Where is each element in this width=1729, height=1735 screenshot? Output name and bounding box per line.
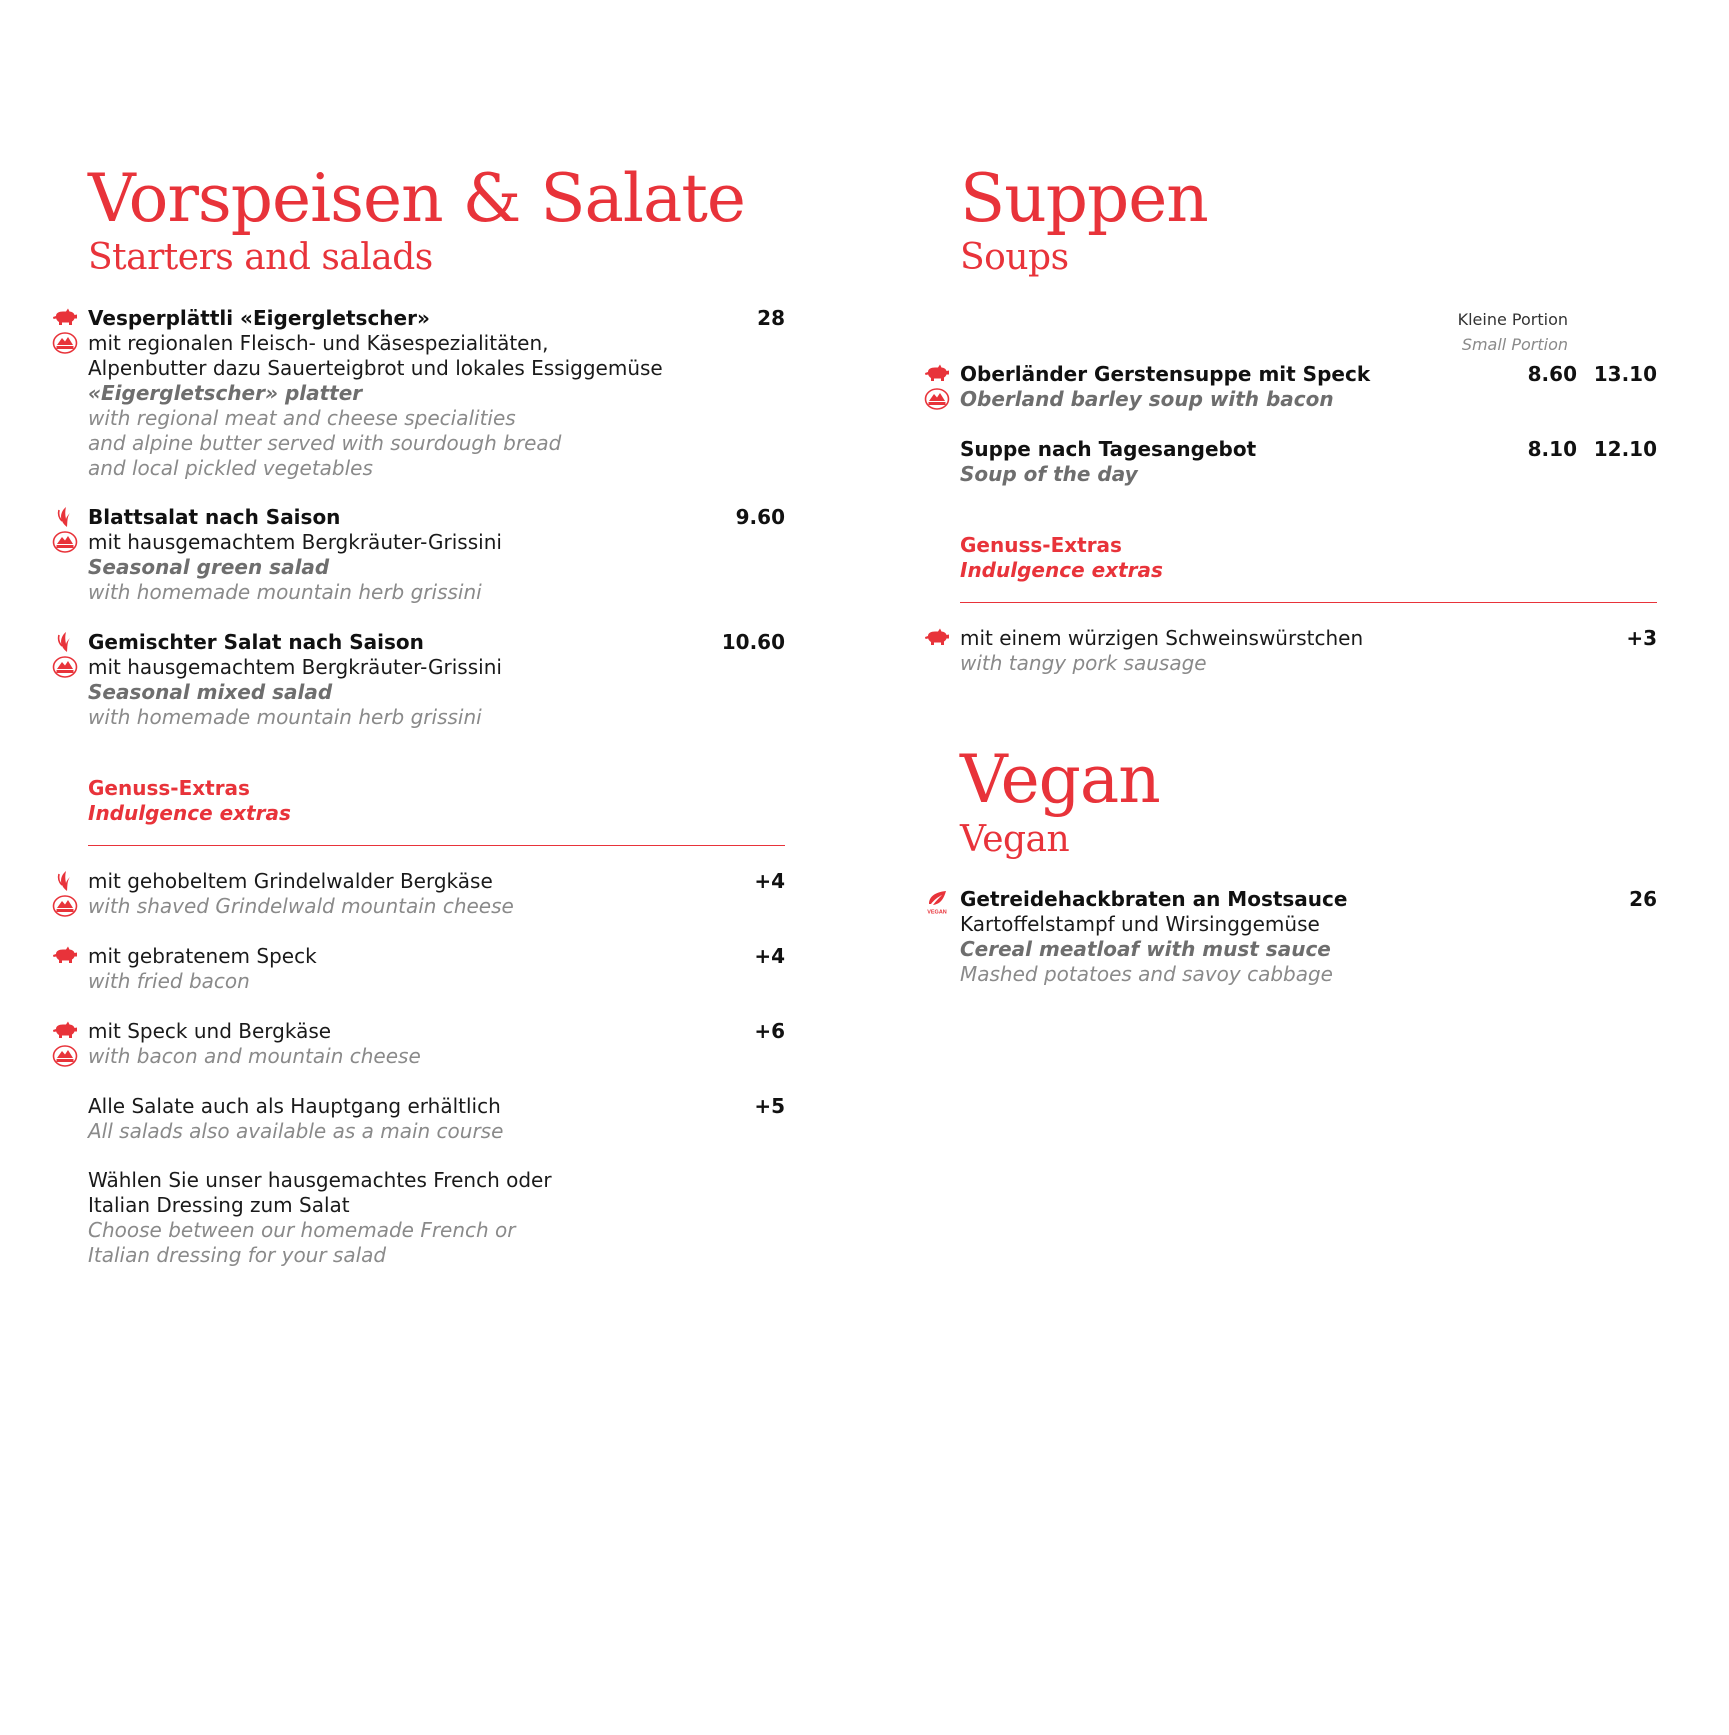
item-description: mit regionalen Fleisch- und Käsespezialitäten, [88,331,549,355]
item-description: Alpenbutter dazu Sauerteigbrot und lokales Essiggemüse [88,356,663,380]
menu-item-gemischter-salat [88,630,785,730]
extras-heading: Genuss-Extras [960,533,1122,557]
item-title: Gemischter Salat nach Saison [88,630,424,654]
item-title-english: Cereal meatloaf with must sauce [960,937,1331,961]
item-title: Suppe nach Tagesangebot [960,437,1257,461]
note-text: Italian Dressing zum Salat [88,1193,350,1217]
item-title: Getreidehackbraten an Mostsauce [960,887,1348,911]
extra-item-schweinswuerstchen [960,626,1657,676]
item-title: Vesperplättli «Eigergletscher» [88,306,430,330]
extra-description: Alle Salate auch als Hauptgang erhältlich [88,1094,501,1118]
item-description-english: and alpine butter served with sourdough bread [88,431,562,455]
extra-description: mit Speck und Bergkäse [88,1019,332,1043]
extra-price: +4 [754,869,785,893]
extra-description: mit einem würzigen Schweinswürstchen [960,626,1364,650]
note-text-english: Italian dressing for your salad [88,1243,387,1267]
item-title-english: Seasonal green salad [88,555,330,579]
extra-price: +6 [754,1019,785,1043]
item-description-english: and local pickled vegetables [88,456,373,480]
item-description-english: with regional meat and cheese specialities [88,406,516,430]
extra-price: +4 [754,944,785,968]
item-description: mit hausgemachtem Bergkräuter-Grissini [88,655,502,679]
mountain-badge-icon [52,332,78,354]
item-price: 26 [1629,887,1657,911]
divider [88,845,785,846]
leaf-icon [52,870,78,892]
extra-item-hauptgang [88,1094,785,1144]
item-price-small: 8.60 [1527,362,1577,386]
extra-description-english: with shaved Grindelwald mountain cheese [88,894,514,918]
mountain-badge-icon [52,1045,78,1067]
item-price: 9.60 [735,505,785,529]
extra-description-english: with bacon and mountain cheese [88,1044,421,1068]
pig-icon [52,1020,78,1042]
mountain-badge-icon [924,388,950,410]
item-price-small: 8.10 [1527,437,1577,461]
item-description-english: with homemade mountain herb grissini [88,580,482,604]
leaf-icon [52,506,78,528]
section-title: Vorspeisen & Salate [88,160,745,237]
section-subtitle-vegan: Vegan [960,819,1070,860]
section-subtitle: Starters and salads [88,237,433,278]
section-title: Suppen [960,160,1208,237]
mountain-badge-icon [52,656,78,678]
extra-description-english: with fried bacon [88,969,250,993]
menu-item-tagessuppe [960,437,1657,487]
extras-heading-english: Indulgence extras [960,558,1163,582]
menu-item-getreidehackbraten [960,887,1657,987]
divider [960,602,1657,603]
extra-price: +3 [1626,626,1657,650]
item-description-english: Mashed potatoes and savoy cabbage [960,962,1333,986]
extra-description-english: All salads also available as a main course [88,1119,504,1143]
item-price: 13.10 [1593,362,1657,386]
mountain-badge-icon [52,531,78,553]
extra-item-bergkaese [88,869,785,919]
item-title: Blattsalat nach Saison [88,505,341,529]
extras-heading: Genuss-Extras [88,776,250,800]
item-description-english: with homemade mountain herb grissini [88,705,482,729]
item-title: Oberländer Gerstensuppe mit Speck [960,362,1371,386]
portion-label: Kleine Portion [1457,310,1568,329]
item-description: Kartoffelstampf und Wirsinggemüse [960,912,1320,936]
portion-label-english: Small Portion [1461,335,1568,354]
extra-description: mit gehobeltem Grindelwalder Bergkäse [88,869,493,893]
item-title-english: Seasonal mixed salad [88,680,333,704]
mountain-badge-icon [52,895,78,917]
extra-description-english: with tangy pork sausage [960,651,1207,675]
pig-icon [924,363,950,385]
note-text: Wählen Sie unser hausgemachtes French oder [88,1168,552,1192]
leaf-icon [52,631,78,653]
pig-icon [924,627,950,649]
item-price: 12.10 [1593,437,1657,461]
item-price: 28 [757,306,785,330]
item-description: mit hausgemachtem Bergkräuter-Grissini [88,530,502,554]
item-price: 10.60 [721,630,785,654]
menu-item-blattsalat [88,505,785,605]
extra-item-speck-bergkaese [88,1019,785,1069]
section-title-vegan: Vegan [960,741,1160,818]
item-title-english: Oberland barley soup with bacon [960,387,1334,411]
extra-description: mit gebratenem Speck [88,944,317,968]
extra-price: +5 [754,1094,785,1118]
menu-item-gerstensuppe [960,362,1657,412]
item-title-english: Soup of the day [960,462,1138,486]
note-text-english: Choose between our homemade French or [88,1218,516,1242]
pig-icon [52,945,78,967]
item-title-english: «Eigergletscher» platter [88,381,363,405]
section-subtitle: Soups [960,237,1069,278]
extras-heading-english: Indulgence extras [88,801,291,825]
menu-item-vesperplaettli [88,306,785,481]
pig-icon [52,307,78,329]
dressing-note [88,1168,785,1268]
vegan-icon [924,888,950,916]
extra-item-speck [88,944,785,994]
